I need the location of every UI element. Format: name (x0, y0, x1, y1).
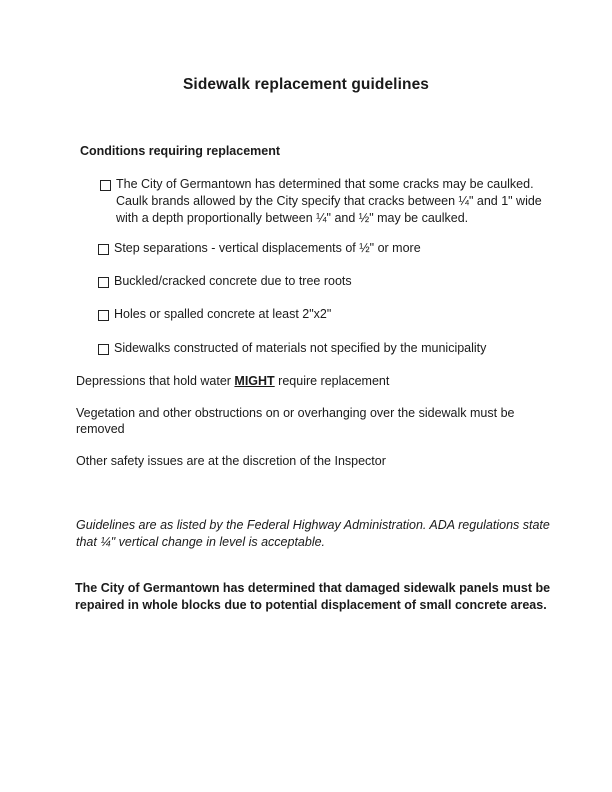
vegetation-paragraph (76, 405, 514, 437)
checklist-item-line: The City of Germantown has determined that some cracks may be caulked. (116, 177, 534, 191)
vegetation-line: removed (76, 422, 125, 436)
checkbox-icon (98, 277, 109, 288)
safety-line: Other safety issues are at the discretion of the Inspector (76, 454, 386, 468)
depressions-text-before: Depressions that hold water (76, 374, 235, 388)
checkbox-icon (98, 310, 109, 321)
checklist-item-line: Step separations - vertical displacements of ½" or more (114, 241, 421, 255)
depressions-paragraph (76, 373, 389, 389)
note-line: that ¼" vertical change in level is acceptable. (76, 535, 326, 549)
checklist-item-line: Buckled/cracked concrete due to tree roots (114, 274, 352, 288)
guidelines-note (76, 517, 550, 551)
note-line: Guidelines are as listed by the Federal Highway Administration. ADA regulations state (76, 518, 550, 532)
checklist-item-line: Holes or spalled concrete at least 2"x2" (114, 307, 332, 321)
depressions-text-after: require replacement (274, 374, 390, 388)
vegetation-line: Vegetation and other obstructions on or overhanging over the sidewalk must be (76, 406, 515, 420)
safety-paragraph (76, 453, 386, 469)
final-line: The City of Germantown has determined that damaged sidewalk panels must be (75, 581, 551, 595)
final-statement (75, 580, 550, 614)
checklist-item-line: with a depth proportionally between ¼" and ½" may be caulked. (116, 211, 469, 225)
checklist-item-line: Sidewalks constructed of materials not specified by the municipality (114, 341, 487, 355)
emphasis-might: MIGHT (234, 374, 275, 388)
checkbox-icon (98, 344, 109, 355)
final-line: repaired in whole blocks due to potential displacement of small concrete areas. (75, 598, 547, 612)
section-heading: Conditions requiring replacement (80, 144, 281, 158)
page-title: Sidewalk replacement guidelines (182, 76, 430, 93)
checklist-item-line: Caulk brands allowed by the City specify that cracks between ¼" and 1" wide (116, 194, 542, 208)
checkbox-icon (98, 244, 109, 255)
checkbox-icon (100, 180, 111, 191)
